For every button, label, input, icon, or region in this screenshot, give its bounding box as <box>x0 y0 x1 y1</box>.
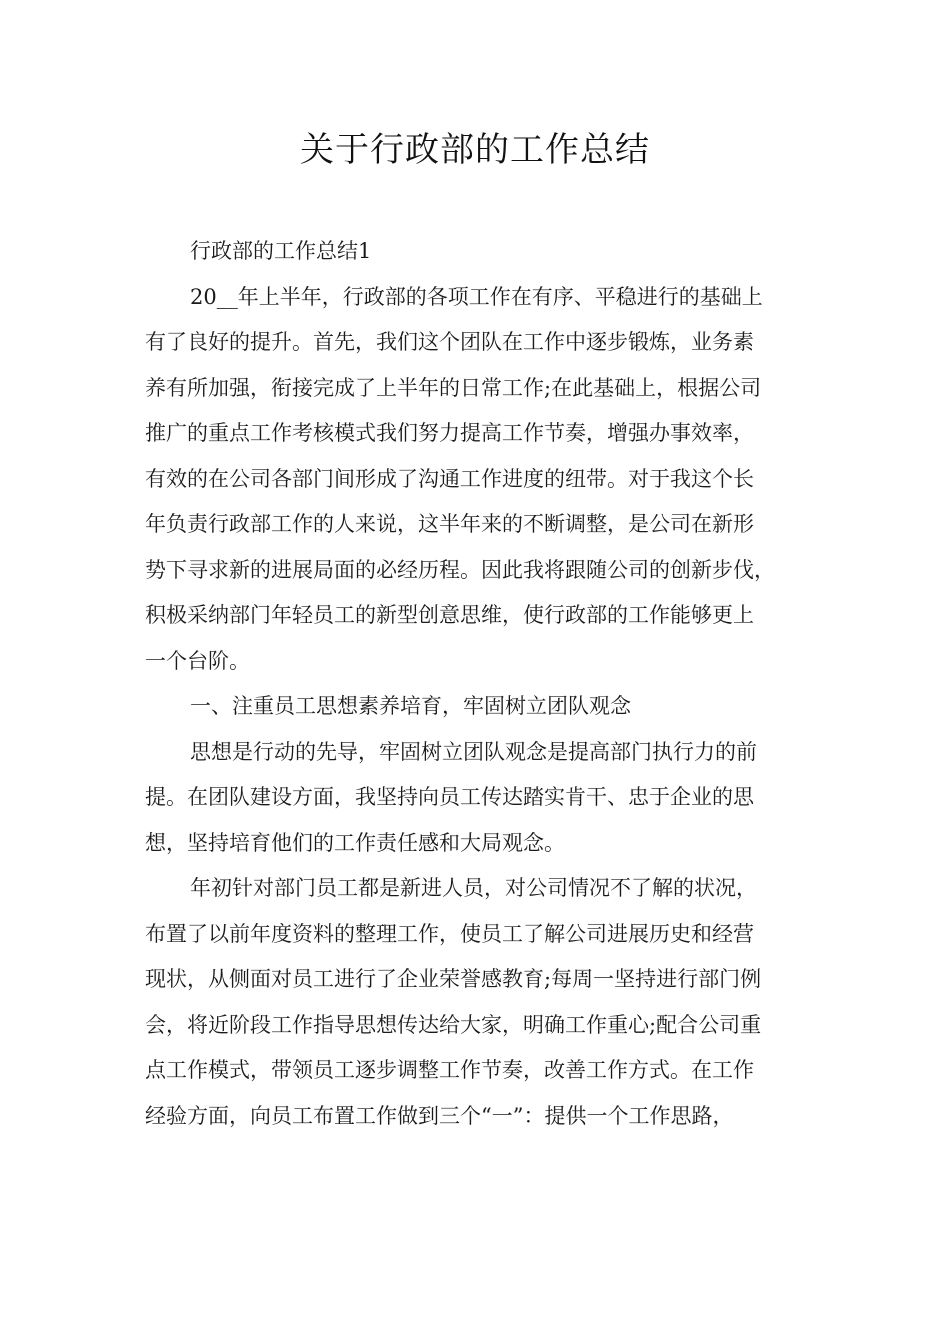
text-line: 点工作模式，带领员工逐步调整工作节奏，改善工作方式。在工作 <box>145 1058 754 1082</box>
text-line: 有效的在公司各部门间形成了沟通工作进度的纽带。对于我这个长 <box>145 466 754 491</box>
text-line: 现状，从侧面对员工进行了企业荣誉感教育;每周一坚持进行部门例 <box>145 967 762 991</box>
document-title: 关于行政部的工作总结 <box>300 130 650 170</box>
text-line: 推广的重点工作考核模式我们努力提高工作节奏，增强办事效率， <box>145 421 754 445</box>
text-line: 一个台阶。 <box>145 648 250 673</box>
text-line: 一、注重员工思想素养培育，牢固树立团队观念 <box>190 694 631 718</box>
text-line: 积极采纳部门年轻员工的新型创意思维，使行政部的工作能够更上 <box>145 603 754 627</box>
text-line: 养有所加强，衔接完成了上半年的日常工作;在此基础上，根据公司 <box>145 375 762 400</box>
text-line: 布置了以前年度资料的整理工作，使员工了解公司进展历史和经营 <box>145 921 754 946</box>
text-line: 年初针对部门员工都是新进人员，对公司情况不了解的状况， <box>190 876 757 900</box>
text-line: 经验方面，向员工布置工作做到三个“一”：提供一个工作思路， <box>145 1103 734 1128</box>
text-line: 行政部的工作总结1 <box>190 239 372 263</box>
text-line: 年负责行政部工作的人来说，这半年来的不断调整，是公司在新形 <box>145 512 754 536</box>
text-line: 会，将近阶段工作指导思想传达给大家，明确工作重心;配合公司重 <box>145 1012 762 1037</box>
text-line: 20__年上半年，行政部的各项工作在有序、平稳进行的基础上 <box>190 284 763 309</box>
text-line: 想，坚持培育他们的工作责任感和大局观念。 <box>145 830 565 855</box>
text-line: 有了良好的提升。首先，我们这个团队在工作中逐步锻炼，业务素 <box>145 330 754 354</box>
document-body <box>145 229 821 1139</box>
text-line: 思想是行动的先导，牢固树立团队观念是提高部门执行力的前 <box>190 739 757 764</box>
text-line: 势下寻求新的进展局面的必经历程。因此我将跟随公司的创新步伐， <box>145 557 775 582</box>
text-line: 提。在团队建设方面，我坚持向员工传达踏实肯干、忠于企业的思 <box>145 785 754 809</box>
